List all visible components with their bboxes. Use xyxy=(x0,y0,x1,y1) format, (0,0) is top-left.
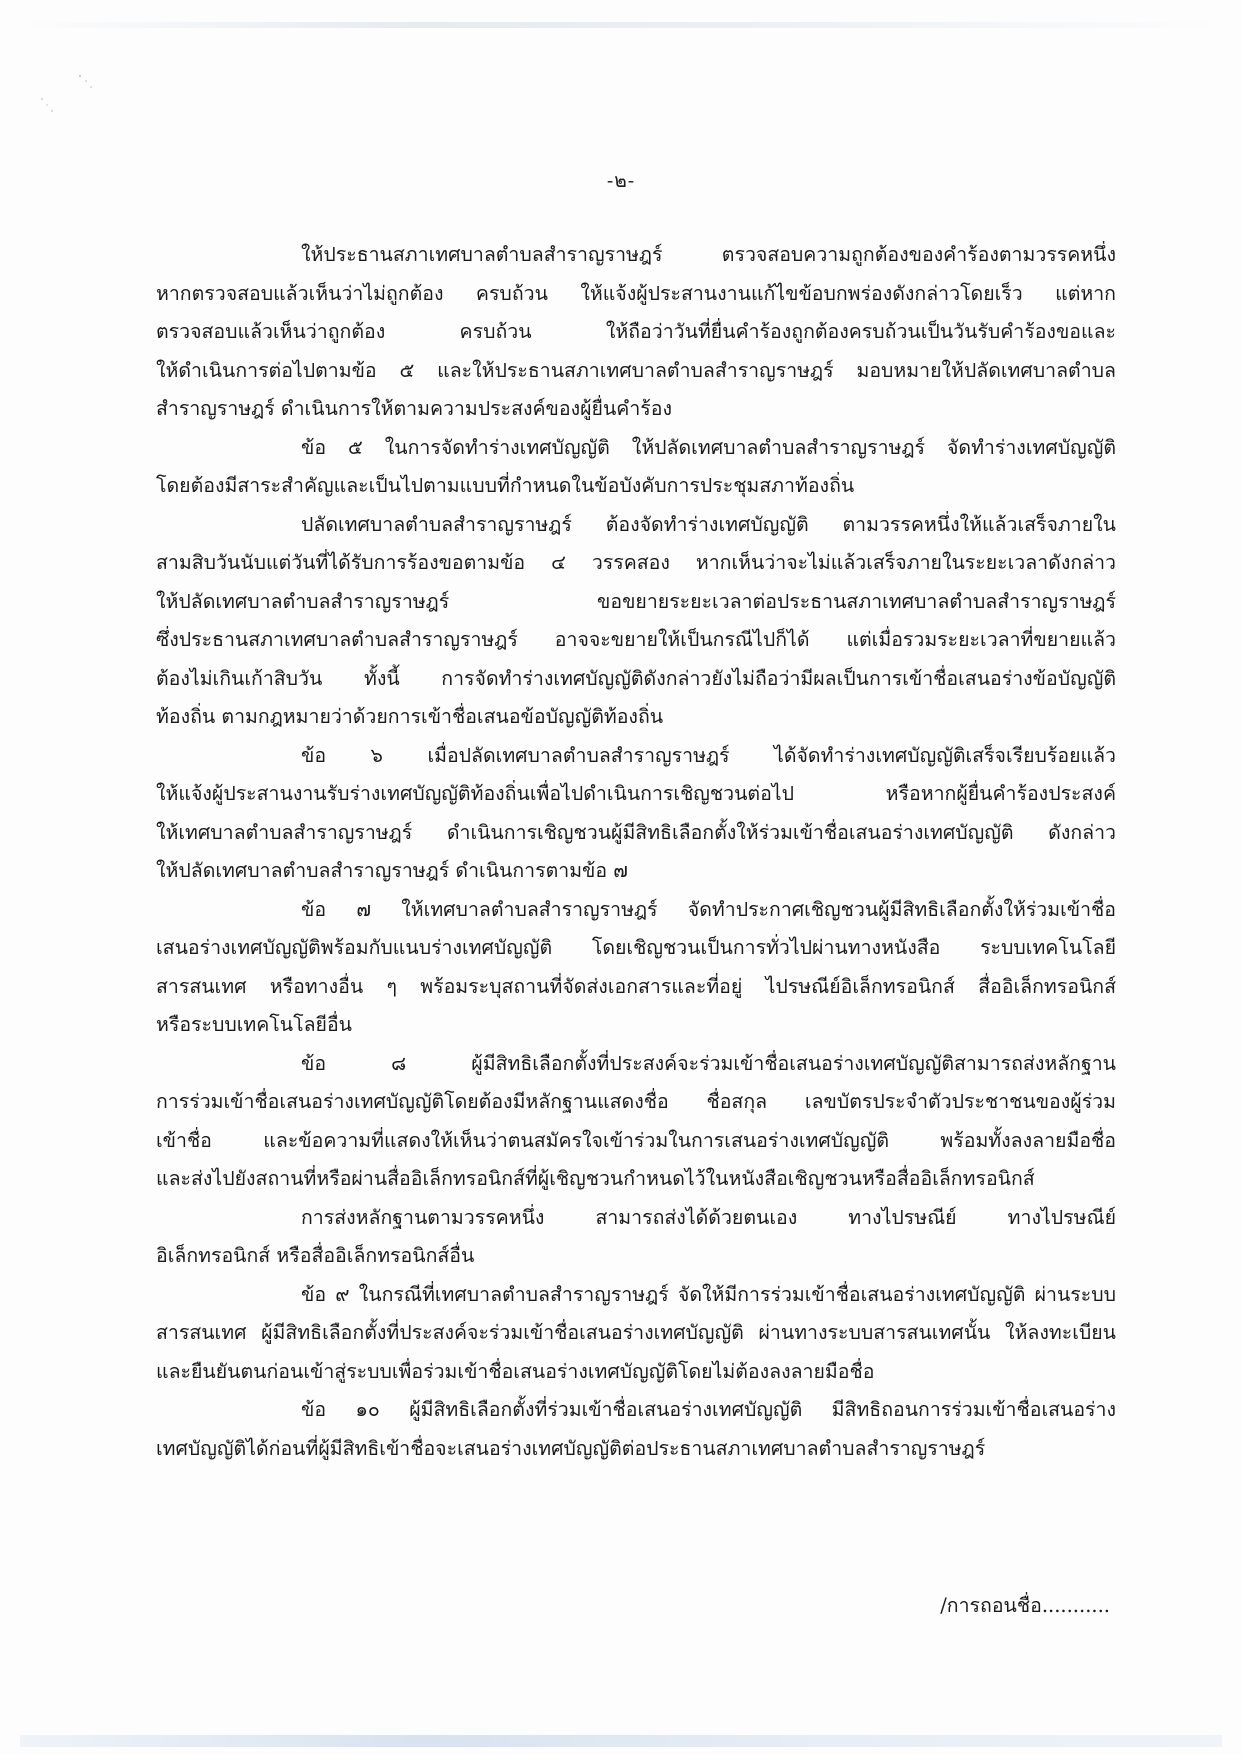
document-body xyxy=(156,236,1116,1468)
text-line: ตรวจสอบแล้วเห็นว่าถูกต้อง ครบถ้วน ให้ถือว่าวันที่ยื่นคำร้องถูกต้องครบถ้วนเป็นวันรับคำร้องขอและ xyxy=(156,320,1116,343)
page-number: -๒- xyxy=(606,170,636,192)
text-line: ต้องไม่เกินเก้าสิบวัน ทั้งนี้ การจัดทำร่างเทศบัญญัติดังกล่าวยังไม่ถือว่ามีผลเป็นการเข้าชื่อเสนอร่างข้อบัญญัติ xyxy=(156,666,1116,690)
scan-edge-top xyxy=(20,22,1222,28)
text-line: ให้ปลัดเทศบาลตำบลสำราญราษฎร์ ขอขยายระยะเวลาต่อประธานสภาเทศบาลตำบลสำราญราษฎร์ xyxy=(156,589,1116,613)
scan-specks xyxy=(38,72,108,132)
text-line: หรือระบบเทคโนโลยีอื่น xyxy=(156,1013,352,1036)
text-line: เข้าชื่อ และข้อความที่แสดงให้เห็นว่าตนสมัครใจเข้าร่วมในการเสนอร่างเทศบัญญัติ พร้อมทั้งลงลายมือชื่อ xyxy=(156,1128,1116,1152)
text-line: สารสนเทศ หรือทางอื่น ๆ พร้อมระบุสถานที่จัดส่งเอกสารและที่อยู่ ไปรษณีย์อิเล็กทรอนิกส์ สื่ออิเล็กทรอนิกส์ xyxy=(156,974,1116,998)
text-line: ให้ประธานสภาเทศบาลตำบลสำราญราษฎร์ ตรวจสอบความถูกต้องของคำร้องตามวรรคหนึ่ง xyxy=(301,243,1116,266)
text-line: อิเล็กทรอนิกส์ หรือสื่ออิเล็กทรอนิกส์อื่น xyxy=(156,1244,475,1267)
text-line: ให้เทศบาลตำบลสำราญราษฎร์ ดำเนินการเชิญชวนผู้มีสิทธิเลือกตั้งให้ร่วมเข้าชื่อเสนอร่างเทศบัญญัติ ดังกล่าว xyxy=(156,820,1116,844)
continuation-note: /การถอนชื่อ........... xyxy=(940,1594,1110,1617)
text-line: ข้อ ๙ ในกรณีที่เทศบาลตำบลสำราญราษฎร์ จัดให้มีการร่วมเข้าชื่อเสนอร่างเทศบัญญัติ ผ่านระบบ xyxy=(301,1282,1116,1306)
text-line: โดยต้องมีสาระสำคัญและเป็นไปตามแบบที่กำหนดในข้อบังคับการประชุมสภาท้องถิ่น xyxy=(156,474,855,497)
text-line: สามสิบวันนับแต่วันที่ได้รับการร้องขอตามข้อ ๔ วรรคสอง หากเห็นว่าจะไม่แล้วเสร็จภายในระยะเวลาดังกล่าว xyxy=(156,551,1116,574)
text-line: ข้อ ๑๐ ผู้มีสิทธิเลือกตั้งที่ร่วมเข้าชื่อเสนอร่างเทศบัญญัติ มีสิทธิถอนการร่วมเข้าชื่อเสนอร่าง xyxy=(301,1398,1116,1421)
text-line: ให้ปลัดเทศบาลตำบลสำราญราษฎร์ ดำเนินการตามข้อ ๗ xyxy=(156,859,628,882)
text-line: ปลัดเทศบาลตำบลสำราญราษฎร์ ต้องจัดทำร่างเทศบัญญัติ ตามวรรคหนึ่งให้แล้วเสร็จภายใน xyxy=(301,512,1116,536)
text-line: สำราญราษฎร์ ดำเนินการให้ตามความประสงค์ของผู้ยื่นคำร้อง xyxy=(156,397,672,420)
scan-edge-bottom xyxy=(20,1735,1222,1747)
text-line: ข้อ ๗ ให้เทศบาลตำบลสำราญราษฎร์ จัดทำประกาศเชิญชวนผู้มีสิทธิเลือกตั้งให้ร่วมเข้าชื่อ xyxy=(301,897,1116,921)
text-line: การส่งหลักฐานตามวรรคหนึ่ง สามารถส่งได้ด้วยตนเอง ทางไปรษณีย์ ทางไปรษณีย์ xyxy=(301,1205,1116,1229)
text-line: เสนอร่างเทศบัญญัติพร้อมกับแนบร่างเทศบัญญัติ โดยเชิญชวนเป็นการทั่วไปผ่านทางหนังสือ ระบบเทคโนโลยี xyxy=(156,936,1116,959)
text-line: ท้องถิ่น ตามกฎหมายว่าด้วยการเข้าชื่อเสนอข้อบัญญัติท้องถิ่น xyxy=(156,705,664,728)
text-line: การร่วมเข้าชื่อเสนอร่างเทศบัญญัติโดยต้องมีหลักฐานแสดงชื่อ ชื่อสกุล เลขบัตรประจำตัวประชาชนของผู้ร่วม xyxy=(156,1090,1116,1113)
text-line: ข้อ ๕ ในการจัดทำร่างเทศบัญญัติ ให้ปลัดเทศบาลตำบลสำราญราษฎร์ จัดทำร่างเทศบัญญัติ xyxy=(301,435,1116,459)
text-line: ข้อ ๖ เมื่อปลัดเทศบาลตำบลสำราญราษฎร์ ได้จัดทำร่างเทศบัญญัติเสร็จเรียบร้อยแล้ว xyxy=(301,743,1116,767)
text-line: ข้อ ๘ ผู้มีสิทธิเลือกตั้งที่ประสงค์จะร่วมเข้าชื่อเสนอร่างเทศบัญญัติสามารถส่งหลักฐาน xyxy=(301,1051,1116,1075)
text-line: ให้แจ้งผู้ประสานงานรับร่างเทศบัญญัติท้องถิ่นเพื่อไปดำเนินการเชิญชวนต่อไป หรือหากผู้ยื่นคำร้องประสงค์ xyxy=(156,782,1116,805)
text-line: สารสนเทศ ผู้มีสิทธิเลือกตั้งที่ประสงค์จะร่วมเข้าชื่อเสนอร่างเทศบัญญัติ ผ่านทางระบบสารสนเทศนั้น ให้ลงทะเบียน xyxy=(156,1321,1116,1344)
text-line: หากตรวจสอบแล้วเห็นว่าไม่ถูกต้อง ครบถ้วน ให้แจ้งผู้ประสานงานแก้ไขข้อบกพร่องดังกล่าวโดยเร็ว แต่หาก xyxy=(156,281,1116,305)
text-line: และส่งไปยังสถานที่หรือผ่านสื่ออิเล็กทรอนิกส์ที่ผู้เชิญชวนกำหนดไว้ในหนังสือเชิญชวนหรือสื่ออิเล็กทรอนิกส์ xyxy=(156,1167,1035,1190)
text-line: ให้ดำเนินการต่อไปตามข้อ ๕ และให้ประธานสภาเทศบาลตำบลสำราญราษฎร์ มอบหมายให้ปลัดเทศบาลตำบล xyxy=(156,358,1116,382)
text-line: เทศบัญญัติได้ก่อนที่ผู้มีสิทธิเข้าชื่อจะเสนอร่างเทศบัญญัติต่อประธานสภาเทศบาลตำบลสำราญราษฎร์ xyxy=(156,1436,986,1460)
text-line: ซึ่งประธานสภาเทศบาลตำบลสำราญราษฎร์ อาจจะขยายให้เป็นกรณีไปก็ได้ แต่เมื่อรวมระยะเวลาที่ขยายแล้ว xyxy=(156,628,1116,651)
text-line: และยืนยันตนก่อนเข้าสู่ระบบเพื่อร่วมเข้าชื่อเสนอร่างเทศบัญญัติโดยไม่ต้องลงลายมือชื่อ xyxy=(156,1359,875,1383)
